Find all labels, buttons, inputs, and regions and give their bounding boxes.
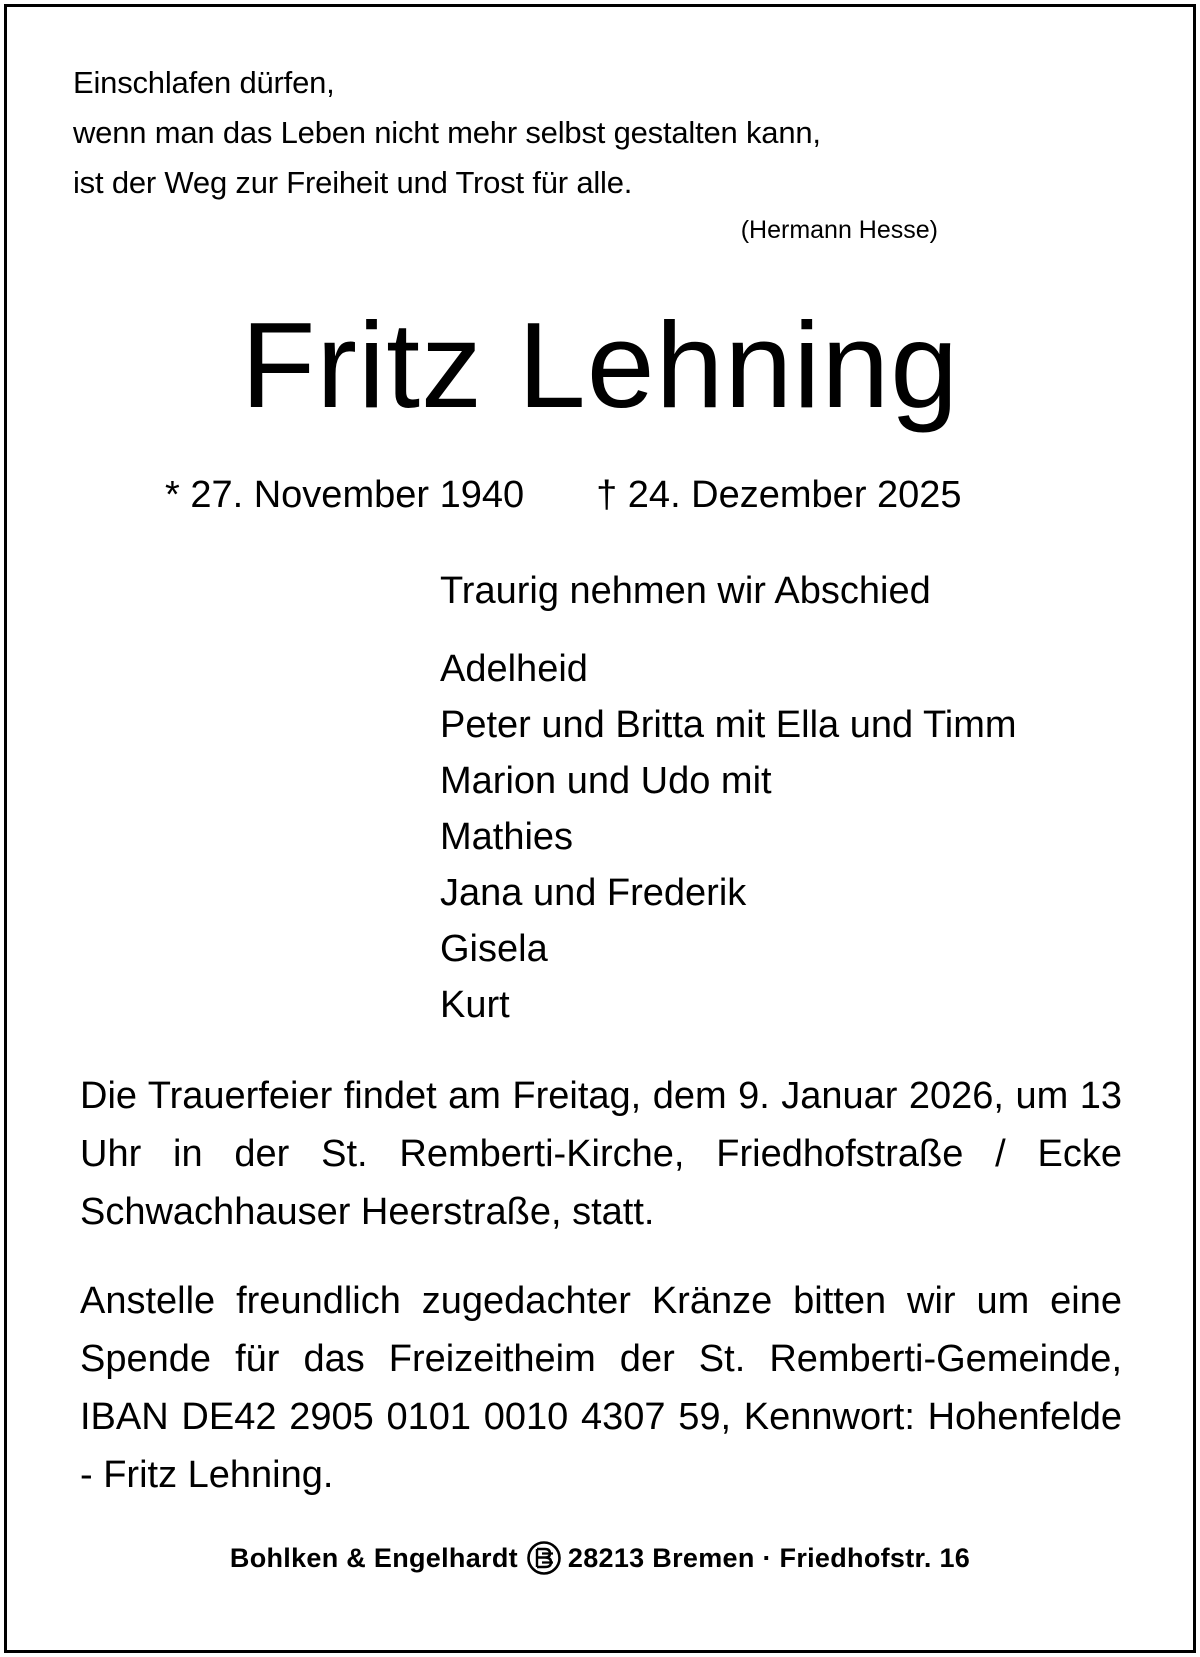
deceased-name: Fritz Lehning xyxy=(240,297,960,433)
donation-paragraph: Anstelle freundlich zugedachter Kränze bitten wir um eine Spende für das Freizeitheim der St. Remberti-Gemeinde, IBAN DE42 2905 0101 0010 4307 59, Kennwort: Hohenfelde - Fritz Lehning. xyxy=(80,1280,1122,1496)
poem xyxy=(73,58,821,208)
mourner-name: Peter und Britta mit Ella und Timm xyxy=(440,704,1017,746)
mourners-block xyxy=(440,563,1017,1033)
mourner-name: Jana und Frederik xyxy=(440,872,747,914)
mourner-name: Kurt xyxy=(440,984,510,1026)
mourners-list xyxy=(440,641,1017,1033)
mourner-name: Mathies xyxy=(440,816,574,858)
poem-line: Einschlafen dürfen, xyxy=(73,65,335,100)
undertaker-footer xyxy=(0,1540,1200,1583)
ceremony-paragraph: Die Trauerfeier findet am Freitag, dem 9. Januar 2026, um 13 Uhr in der St. Remberti-Kirche, Friedhofstraße / Ecke Schwachhauser Heerstraße, statt. xyxy=(80,1075,1122,1233)
poem-author: (Hermann Hesse) xyxy=(740,216,938,244)
life-dates xyxy=(165,470,962,520)
mourner-name: Marion und Udo mit xyxy=(440,760,772,802)
poem-line: wenn man das Leben nicht mehr selbst gestalten kann, xyxy=(73,115,821,150)
mourner-name: Gisela xyxy=(440,928,548,970)
death-date: † 24. Dezember 2025 xyxy=(596,474,962,516)
undertaker-address: 28213 Bremen · Friedhofstr. 16 xyxy=(567,1543,971,1573)
undertaker-name: Bohlken & Engelhardt xyxy=(229,1543,518,1573)
mourners-heading: Traurig nehmen wir Abschied xyxy=(440,570,931,612)
mourner-name: Adelheid xyxy=(440,648,588,690)
birth-date: * 27. November 1940 xyxy=(165,474,525,516)
undertaker-logo-icon xyxy=(526,1540,562,1583)
poem-line: ist der Weg zur Freiheit und Trost für alle. xyxy=(73,165,633,200)
